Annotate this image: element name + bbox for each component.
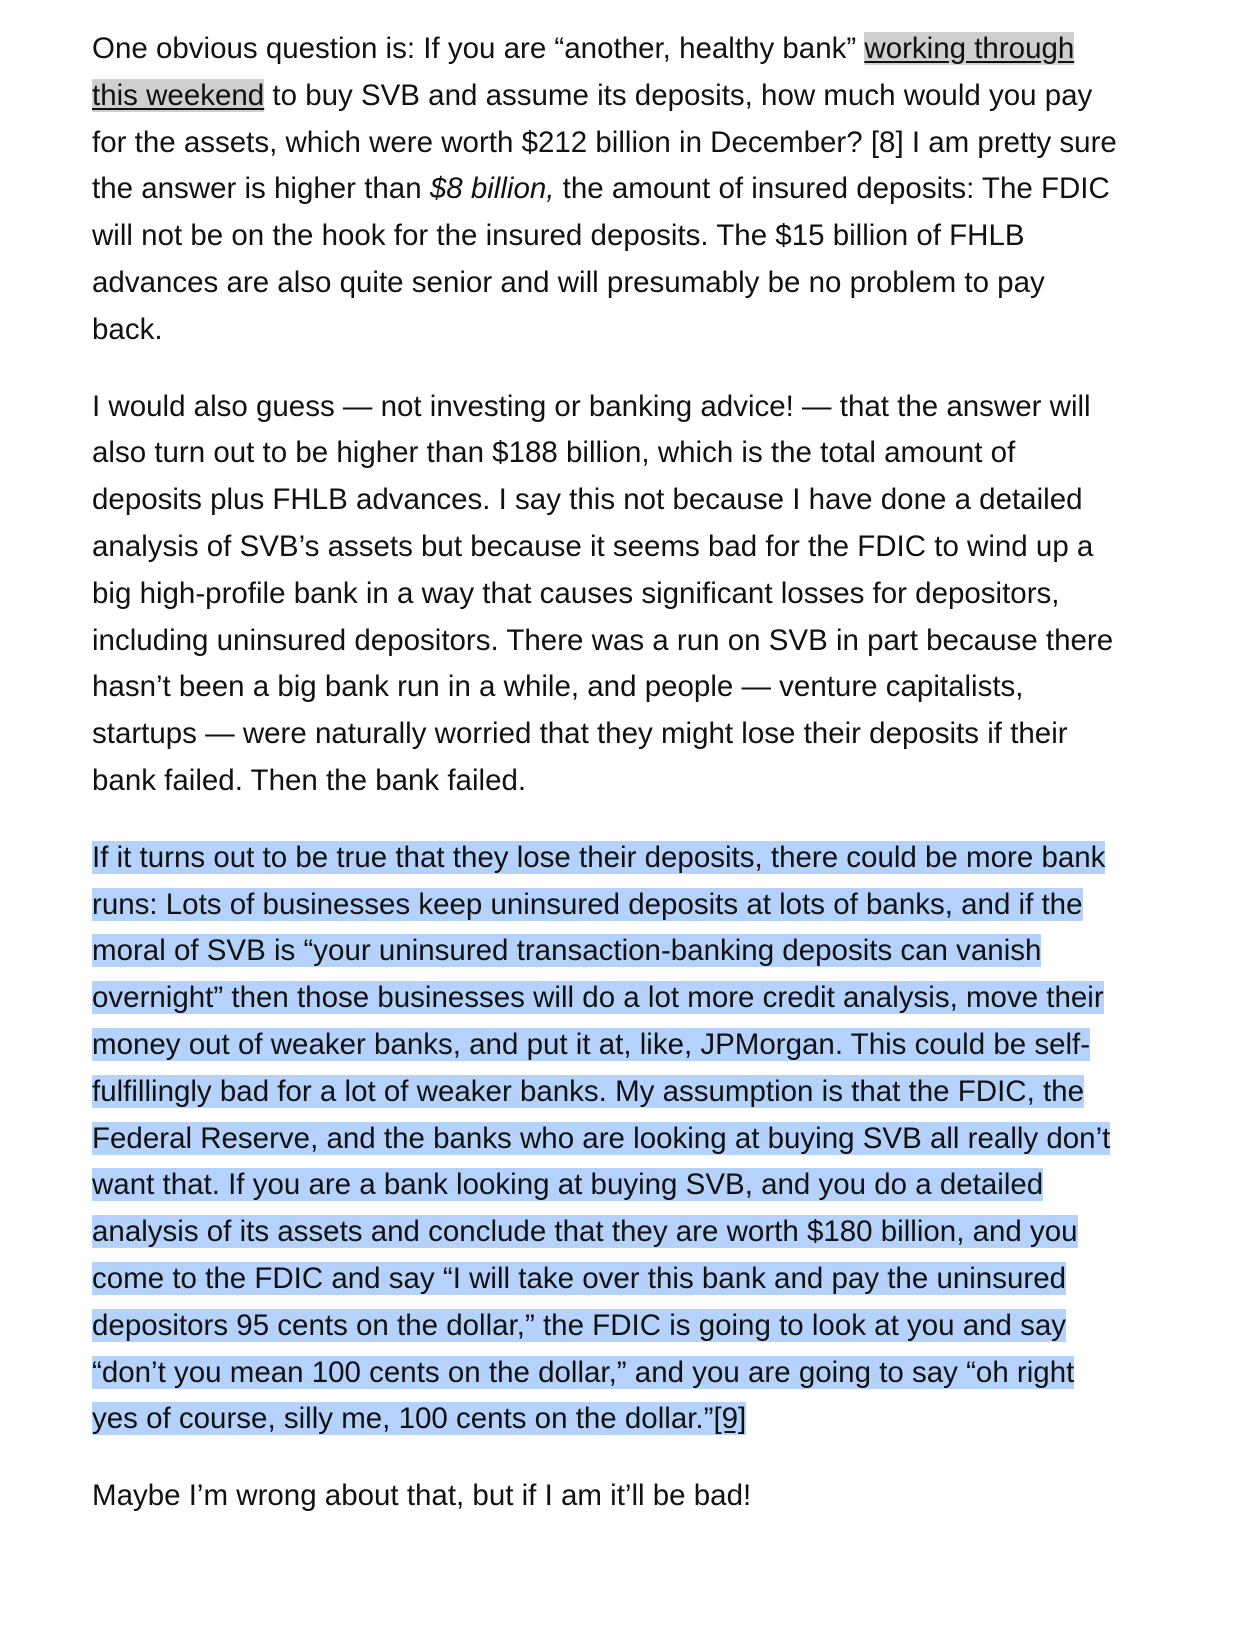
footnote-9-link[interactable]: [9] — [713, 1402, 747, 1436]
p1-text-a: One obvious question is: If you are “another, healthy bank” — [92, 32, 865, 65]
p2-text: I would also guess — not investing or banking advice! — that the answer will also turn out to be higher than $188 billion, which is the total amount of deposits plus FHLB advances. I say this not because I have done a detailed analysis of SVB’s assets but because it seems bad for the FDIC to wind up a big high-profile bank in a way that causes significant losses for depositors, including uninsured depositors. There was a run on SVB in part because there hasn’t been a big bank run in a while, and people — venture capitalists, startups — were naturally worried that they might lose their deposits if their bank failed. Then the bank failed. — [92, 389, 1114, 797]
paragraph-4 — [92, 1473, 1122, 1520]
working-through-weekend-link[interactable]: working through this weekend — [92, 32, 1075, 112]
article-body — [92, 26, 1122, 1550]
p4-text: Maybe I’m wrong about that, but if I am it’ll be bad! — [92, 1479, 752, 1513]
p1-emphasis: $8 billion, — [429, 172, 555, 206]
p1-text-c: I am pretty sure the answer is higher than — [92, 125, 1117, 206]
paragraph-2 — [92, 384, 1122, 805]
paragraph-3-selected — [92, 835, 1122, 1443]
p3-text: If it turns out to be true that they lose their deposits, there could be more bank runs: Lots of businesses keep uninsured deposits at lots of banks, and if the moral of SVB is “your uninsured transaction-banking deposits can vanish overnight” then those businesses will do a lot more credit analysis, move their money out of weaker banks, and put it at, like, JPMorgan. This could be self-fulfillingly bad for a lot of weaker banks. My assumption is that the FDIC, the Federal Reserve, and the banks who are looking at buying SVB all really don’t want that. If you are a bank looking at buying SVB, and you do a detailed analysis of its assets and conclude that they are worth $180 billion, and you come to the FDIC and say “I will take over this bank and pay the uninsured depositors 95 cents on the dollar,” the FDIC is going to look at you and say “don’t you mean 100 cents on the dollar,” and you are going to say “oh right yes of course, silly me, 100 cents on the dollar.” — [92, 840, 1111, 1436]
selected-text — [92, 841, 1110, 1436]
p1-text-d: the amount of insured deposits: The FDIC will not be on the hook for the insured deposits. The $15 billion of FHLB advances are also quite senior and will presumably be no problem to pay back. — [92, 172, 1110, 346]
footnote-8-link[interactable]: [8] — [870, 125, 904, 159]
p1-text-b: to buy SVB and assume its deposits, how much would you pay for the assets, which were worth $212 billion in December? — [92, 78, 1093, 159]
paragraph-1 — [92, 26, 1122, 354]
